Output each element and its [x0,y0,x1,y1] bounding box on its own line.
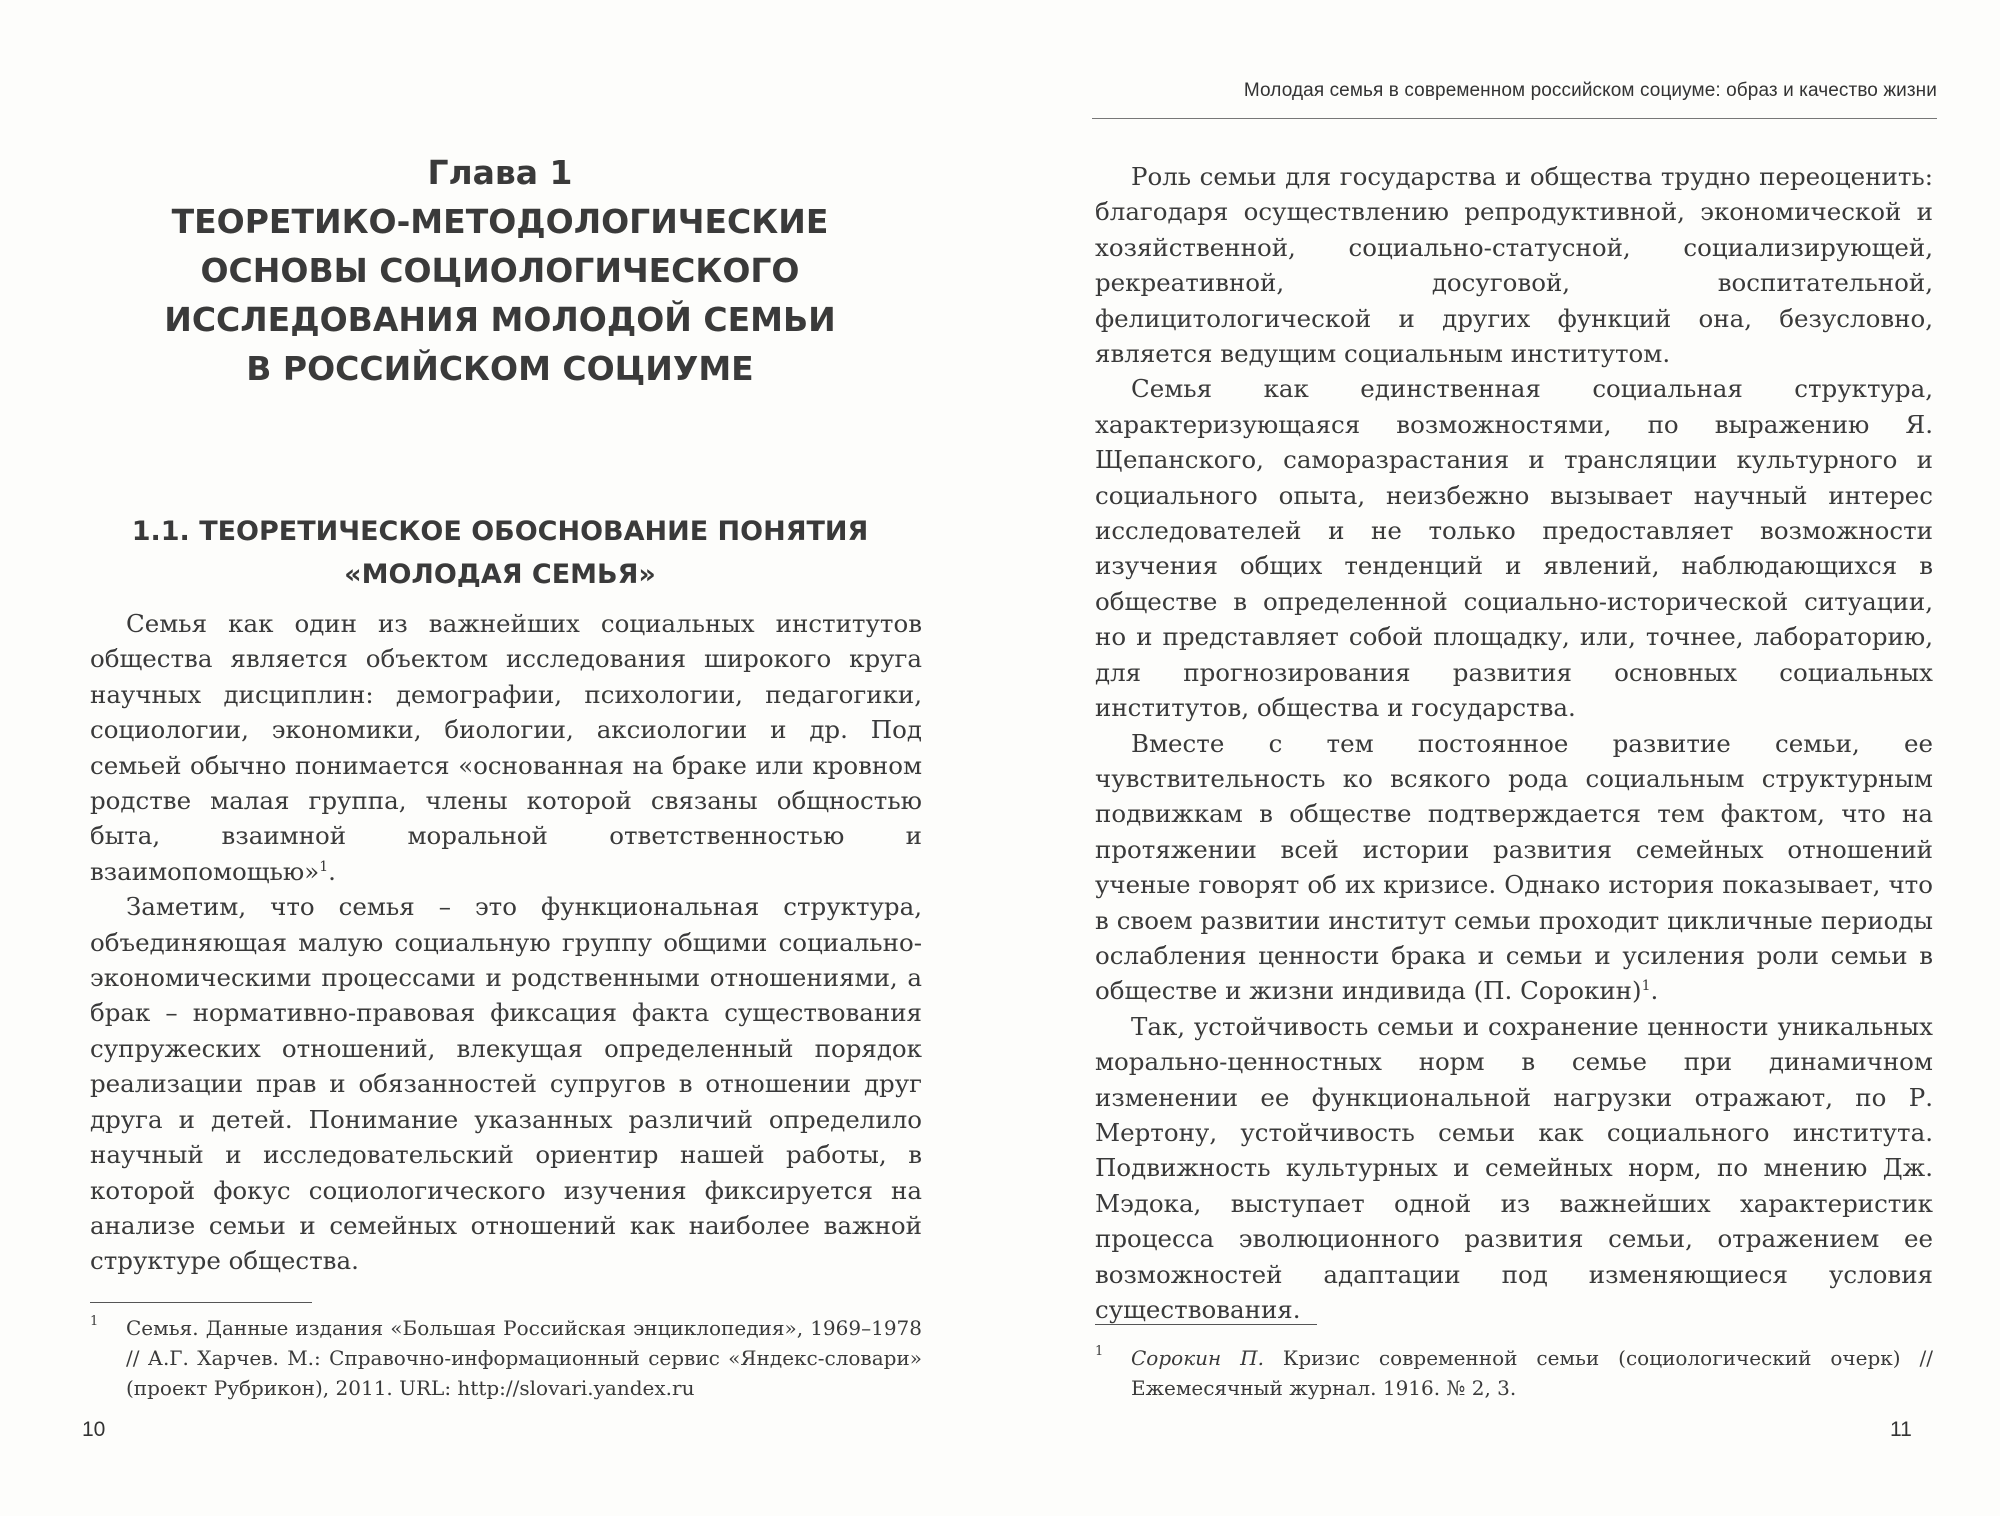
right-page [1000,0,2000,1516]
section-title-line: «МОЛОДАЯ СЕМЬЯ» [344,559,656,590]
footnote-separator [90,1302,312,1303]
running-head: Молодая семья в современном российском социуме: образ и качество жизни [1243,80,1937,101]
chapter-title-line: ИССЛЕДОВАНИЯ МОЛОДОЙ СЕМЬИ [164,300,836,339]
chapter-title-line: В РОССИЙСКОМ СОЦИУМЕ [246,349,754,388]
body-paragraph: Так, устойчивость семьи и сохранение ценности уникальных морально-ценностных норм в семье при динамичном изменении ее функциональной нагрузки отражают, по Р. Мертону, устойчивость семьи как социального института. Подвижность культурных и семейных норм, по мнению Дж. Мэдока, выступает одной из важнейших характеристик процесса эволюционного развития семьи, отражением ее возможностей адаптации под изменяющиеся условия существования. [1095,1011,1933,1324]
page-number: 11 [1890,1418,1912,1441]
footnote-text: Кризис современной семьи (социологический очерк) // Ежемесячный журнал. 1916. № 2, 3. [1131,1346,1933,1400]
paragraph-text: Вместе с тем постоянное развитие семьи, ее чувствительность ко всякого рода социальным структурным подвижкам в обществе подтверждается тем фактом, что на протяжении всей истории развития семейных отношений ученые говорят об их кризисе. Однако история показывает, что в своем развитии институт семьи проходит цикличные периоды ослабления ценности брака и семьи и усиления роли семьи в обществе и жизни индивида (П. Сорокин) [1095,728,1933,1006]
footnote-separator [1095,1324,1317,1325]
footnote-text: Семья. Данные издания «Большая Российская энциклопедия», 1969–1978 // А.Г. Харчев. М.: Справочно-информационный сервис «Яндекс-словари» (проект Рубрикон), 2011. URL: http://slovari.yandex.ru [126,1316,922,1400]
footnote-body [1131,1343,1933,1403]
chapter-title-line: ОСНОВЫ СОЦИОЛОГИЧЕСКОГО [200,251,800,290]
page-number: 10 [82,1418,106,1441]
body-paragraph: Семья как один из важнейших социальных институтов общества является объектом исследования широкого круга научных дисциплин: демографии, психологии, педагогики, социологии, экономики, биологии, аксиологии и др. Под семьей обычно понимается «основанная на браке или кровном родстве малая группа, члены которой связаны общностью быта, взаимной моральной ответственностью и взаимопомощью»$^1$. [90,609,922,886]
chapter-title-line: ТЕОРЕТИКО-МЕТОДОЛОГИЧЕСКИЕ [171,202,829,241]
section-title [90,510,910,596]
chapter-title [140,148,860,393]
section-title-line: 1.1. ТЕОРЕТИЧЕСКОЕ ОБОСНОВАНИЕ ПОНЯТИЯ [131,516,869,547]
body-paragraph: Вместе с тем постоянное развитие семьи, ее чувствительность ко всякого рода социальным структурным подвижкам в обществе подтверждается тем фактом, что на протяжении всей истории развития семейных отношений ученые говорят об их кризисе. Однако история показывает, что в своем развитии институт семьи проходит цикличные периоды ослабления ценности брака и семьи и усиления роли семьи в обществе и жизни индивида (П. Сорокин)$^1$. [1095,728,1933,1006]
footnote [1095,1343,1933,1403]
paragraph-text: Семья как один из важнейших социальных институтов общества является объектом исследования широкого круга научных дисциплин: демографии, психологии, педагогики, социологии, экономики, биологии, аксиологии и др. Под семьей обычно понимается «основанная на браке или кровном родстве малая группа, члены которой связаны общностью быта, взаимной моральной ответственностью и взаимопомощью» [90,609,922,886]
footnote-author: Сорокин П. [1131,1346,1264,1370]
running-head-rule [1092,118,1937,119]
body-paragraph: Семья как единственная социальная структура, характеризующаяся возможностями, по выражению Я. Щепанского, саморазрастания и трансляции культурного и социального опыта, неизбежно вызывает научный интерес исследователей и не только предоставляет возможности изучения общих тенденций и явлений, наблюдающихся в обществе в определенной социально-исторической ситуации, но и представляет собой площадку, или, точнее, лабораторию, для прогнозирования развития основных социальных институтов, общества и государства. [1095,374,1933,723]
footnote-reference: 1 [319,858,329,875]
footnote-reference: 1 [1641,978,1651,995]
body-paragraph: Заметим, что семья – это функциональная структура, объединяющая малую социальную группу общими социально-экономическими процессами и родственными отношениями, а брак – нормативно-правовая фиксация факта существования супружеских отношений, влекущая определенный порядок реализации прав и обязанностей супругов в отношении друг друга и детей. Понимание указанных различий определило научный и исследовательский ориентир нашей работы, в которой фокус социологического изучения фиксируется на анализе семьи и семейных отношений как наиболее важной структуре общества. [90,892,922,1276]
footnote-marker: 1 [90,1314,99,1329]
right-body-text [1095,159,1933,1327]
footnote [90,1313,922,1403]
footnote-marker: 1 [1095,1344,1104,1359]
body-paragraph: Роль семьи для государства и общества трудно переоценить: благодаря осуществлению репродуктивной, экономической и хозяйственной, социально-статусной, социализирующей, рекреативной, досуговой, воспитательной, фелицитологической и других функций она, безусловно, является ведущим социальным институтом. [1095,162,1933,369]
left-body-text [90,606,922,1279]
chapter-title-line: Глава 1 [427,153,573,192]
